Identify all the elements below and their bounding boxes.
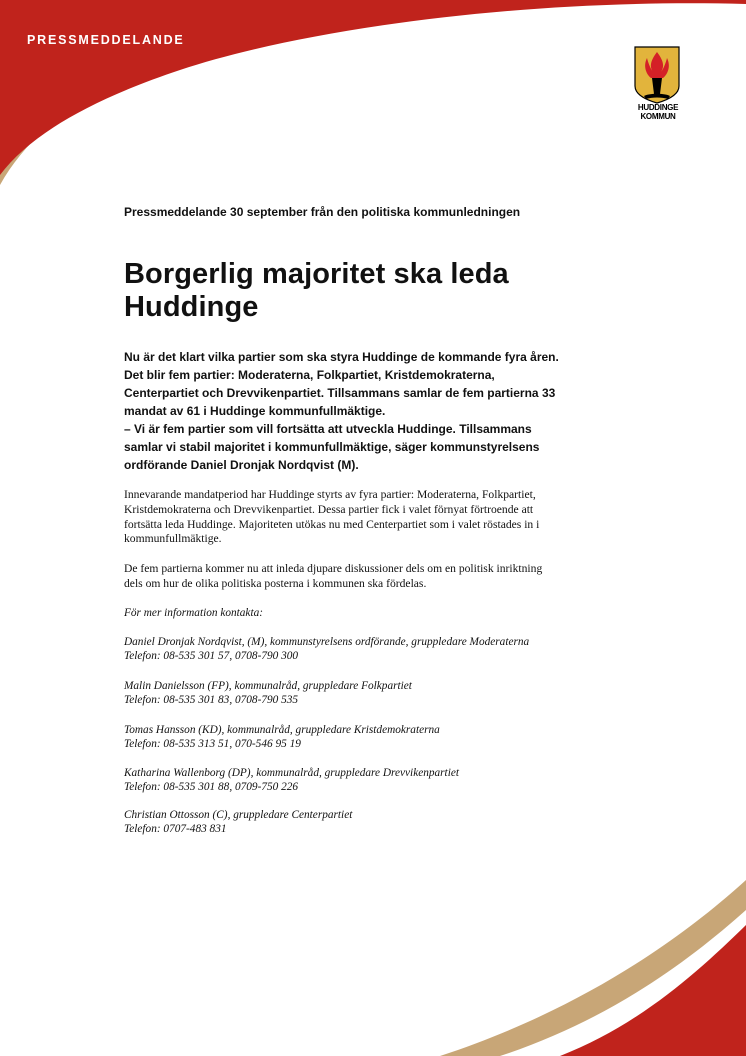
contact-name: Daniel Dronjak Nordqvist, (M), kommunstyrelsens ordförande, gruppledare Moderaterna: [124, 636, 530, 648]
logo-line-1: HUDDINGE: [637, 103, 679, 112]
lead-paragraph: [124, 348, 604, 474]
contact-name: Tomas Hansson (KD), kommunalråd, gruppledare Kristdemokraterna: [124, 724, 440, 736]
lead-line: – Vi är fem partier som vill fortsätta att utveckla Huddinge. Tillsammans: [124, 422, 532, 436]
logo-line-2: KOMMUN: [640, 112, 676, 121]
huddinge-coat-of-arms-icon: [634, 46, 680, 104]
contact-phone: Telefon: 0707-483 831: [124, 823, 227, 835]
lead-line: Centerpartiet och Drevvikenpartiet. Tillsammans samlar de fem partierna 33: [124, 386, 556, 400]
body-line: Kristdemokraterna och Drevvikenpartiet. Dessa partier fick i valet förnyat förtroende att: [124, 502, 534, 516]
body-paragraph-1: [124, 488, 594, 547]
body-line: kommunfullmäktige.: [124, 532, 222, 546]
body-paragraph-2: [124, 562, 594, 592]
page-title: [124, 258, 604, 324]
contact-name: Malin Danielsson (FP), kommunalråd, gruppledare Folkpartiet: [124, 680, 412, 692]
contact-entry: [124, 635, 614, 663]
contact-phone: Telefon: 08-535 301 88, 0709-750 226: [124, 781, 299, 793]
lead-line: samlar vi stabil majoritet i kommunfullmäktige, säger kommunstyrelsens: [124, 440, 540, 454]
contact-name: Christian Ottosson (C), gruppledare Centerpartiet: [124, 809, 353, 821]
press-release-label: PRESSMEDDELANDE: [27, 33, 185, 47]
contact-phone: Telefon: 08-535 301 57, 0708-790 300: [124, 650, 299, 662]
body-line: Innevarande mandatperiod har Huddinge styrts av fyra partier: Moderaterna, Folkpartiet,: [124, 488, 536, 501]
headline-line-2: Huddinge: [124, 291, 259, 323]
body-line: dels om hur de olika politiska posterna i kommunen ska fördelas.: [124, 576, 427, 590]
contact-intro: För mer information kontakta:: [124, 607, 263, 619]
contact-entry: [124, 766, 614, 794]
contact-entry: [124, 808, 614, 836]
body-line: De fem partierna kommer nu att inleda djupare diskussioner dels om en politisk inriktning: [124, 562, 543, 575]
contact-phone: Telefon: 08-535 313 51, 070-546 95 19: [124, 738, 301, 750]
lead-line: mandat av 61 i Huddinge kommunfullmäktige.: [124, 404, 386, 418]
contact-entry: [124, 679, 614, 707]
intro-line: Pressmeddelande 30 september från den politiska kommunledningen: [124, 205, 521, 219]
headline-line-1: Borgerlig majoritet ska leda: [124, 258, 509, 290]
logo-text: [630, 103, 686, 121]
lead-line: ordförande Daniel Dronjak Nordqvist (M).: [124, 458, 359, 472]
lead-line: Det blir fem partier: Moderaterna, Folkpartiet, Kristdemokraterna,: [124, 368, 495, 382]
lead-line: Nu är det klart vilka partier som ska styra Huddinge de kommande fyra åren.: [124, 350, 559, 364]
contact-name: Katharina Wallenborg (DP), kommunalråd, gruppledare Drevvikenpartiet: [124, 767, 459, 779]
contact-entry: [124, 723, 614, 751]
contact-phone: Telefon: 08-535 301 83, 0708-790 535: [124, 694, 299, 706]
body-line: fortsätta leda Huddinge. Majoriteten utökas nu med Centerpartiet som i valet röstades in i: [124, 517, 540, 531]
